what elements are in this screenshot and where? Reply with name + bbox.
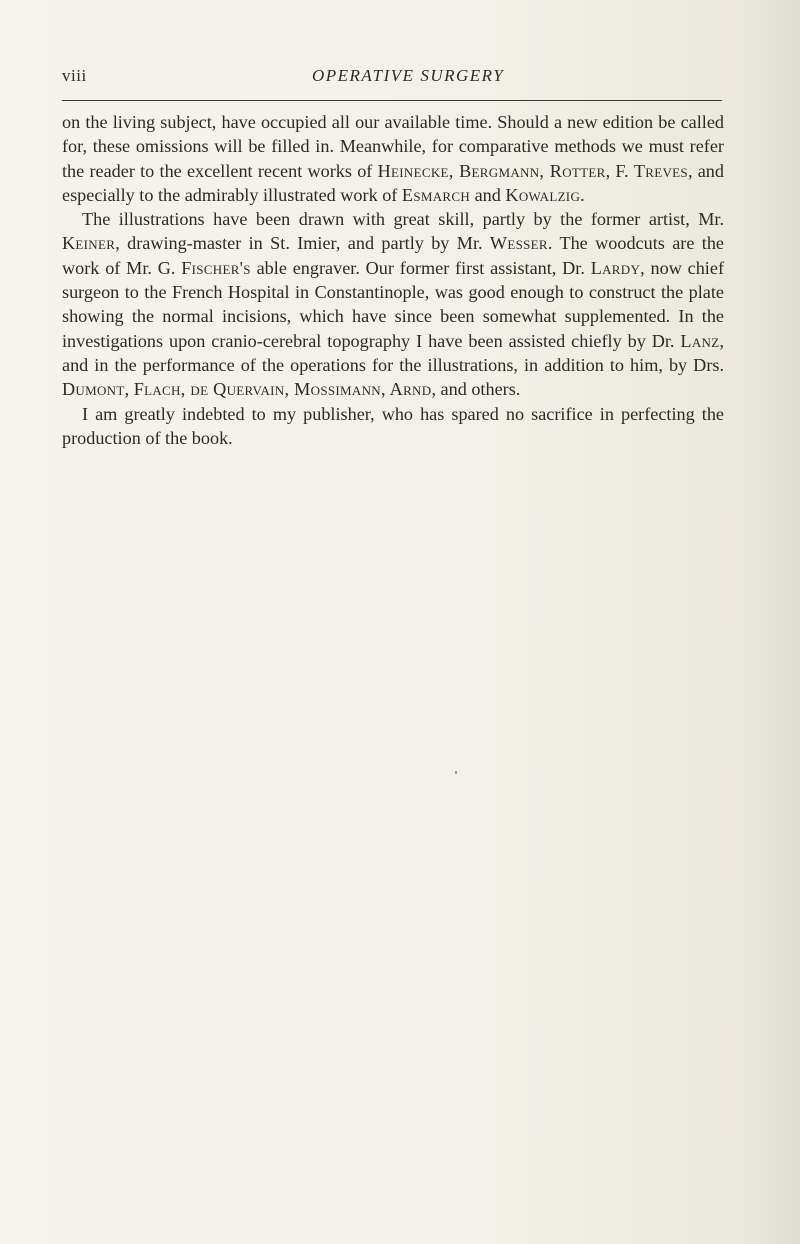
paragraph — [62, 402, 724, 451]
text-run: , F. — [605, 160, 634, 181]
header-rule — [62, 100, 722, 101]
text-run: , drawing-master in St. Imier, and partly by Mr. — [115, 233, 490, 254]
name-small-caps: Keiner — [62, 233, 116, 254]
text-run: and — [470, 184, 506, 205]
text-run: , and others. — [431, 379, 521, 400]
paper-speck — [455, 771, 457, 774]
name-small-caps: Fischer's — [181, 257, 251, 278]
paragraph — [62, 110, 724, 207]
text-run: The illustrations have been drawn with great skill, partly by the former artist, Mr. — [82, 209, 724, 230]
name-small-caps: Esmarch — [401, 184, 471, 205]
name-small-caps: Heinecke, Bergmann, Rotter — [377, 160, 606, 181]
text-run: , and especially to the admirably illustrated work of — [62, 160, 724, 205]
name-small-caps: Treves — [633, 160, 688, 181]
name-small-caps: Flach, de Quervain, Mossimann, Arnd — [133, 379, 432, 400]
text-run: , — [124, 379, 134, 400]
name-small-caps: Kowalzig — [505, 184, 581, 205]
name-small-caps: Wesser — [489, 233, 548, 254]
text-run: I am greatly indebted to my publisher, who has spared no sacrifice in perfecting the production of the book. — [62, 403, 724, 448]
text-run: on the living subject, have occupied all our available time. Should a new edition be called for, these omissions will be filled in. Meanwhile, for comparative methods we must refer the reader to the excellent recent works of — [62, 112, 724, 181]
name-small-caps: Lardy — [590, 257, 641, 278]
paragraph — [62, 207, 724, 401]
text-run: , and in the performance of the operations for the illustrations, in addition to him, by Drs. — [62, 330, 724, 375]
name-small-caps: Dumont — [62, 379, 125, 400]
text-run: . The woodcuts are the work of Mr. G. — [62, 233, 724, 278]
running-head: OPERATIVE SURGERY — [312, 66, 505, 85]
name-small-caps: Lanz — [680, 330, 720, 351]
text-run: . — [580, 184, 585, 205]
body-text — [62, 110, 724, 450]
page-number: viii — [62, 66, 87, 85]
text-run: , now chief surgeon to the French Hospital in Constantinople, was good enough to construct the plate showing the normal incisions, which have since been somewhat supplemented. In the investigations upon cranio-cerebral topography I have been assisted chiefly by Dr. — [62, 257, 724, 351]
page-header — [62, 66, 722, 94]
text-run: able engraver. Our former first assistant, Dr. — [250, 257, 591, 278]
